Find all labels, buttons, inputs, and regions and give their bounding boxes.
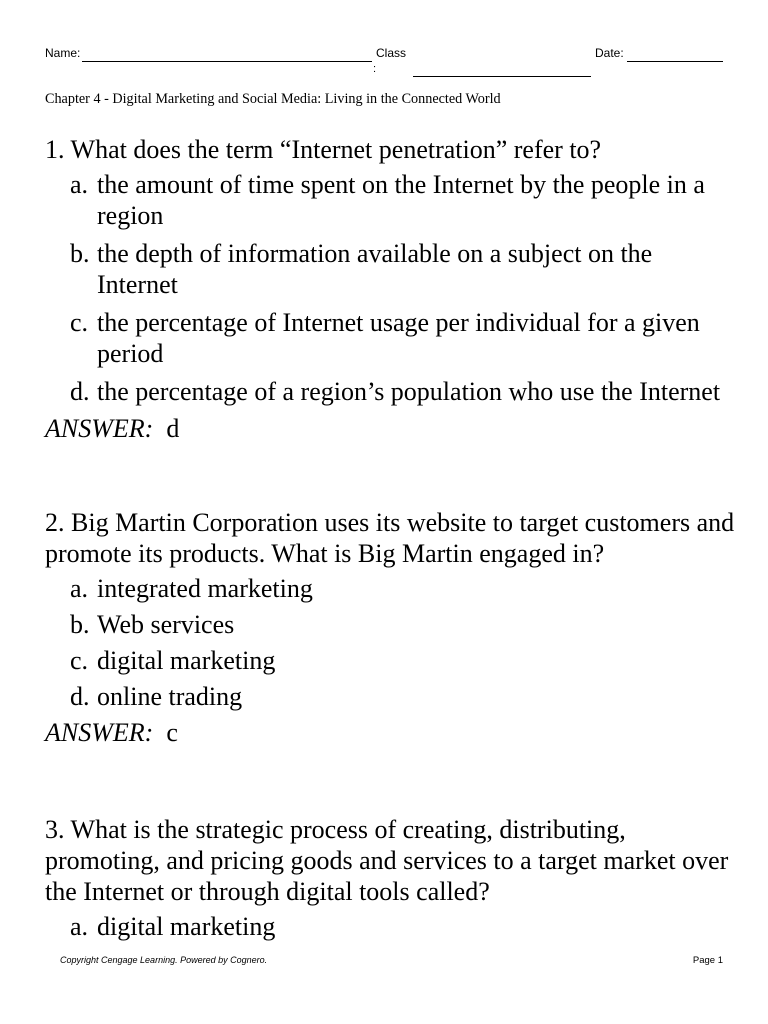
answer-value: d — [166, 414, 180, 443]
name-label: Name: — [45, 46, 81, 60]
option-letter: b. — [70, 239, 90, 268]
footer-page-number: Page 1 — [692, 955, 723, 966]
answer-label: ANSWER: — [45, 718, 154, 747]
option-b — [45, 609, 735, 640]
class-colon: : — [373, 63, 377, 75]
class-blank-line — [413, 76, 591, 77]
question-1 — [45, 134, 735, 444]
question-text: 2. Big Martin Corporation uses its website to target customers and promote its products. What is Big Martin engaged in? — [45, 508, 735, 568]
chapter-title: Chapter 4 - Digital Marketing and Social Media: Living in the Connected World — [45, 91, 501, 107]
option-text: integrated marketing — [97, 574, 313, 603]
option-letter: a. — [70, 574, 89, 603]
question-3 — [45, 814, 735, 942]
answer-line — [45, 413, 735, 444]
option-d — [45, 681, 735, 712]
option-text: the percentage of a region’s population who use the Internet — [97, 377, 721, 406]
option-c — [45, 645, 735, 676]
footer-copyright: Copyright Cengage Learning. Powered by Cognero. — [60, 955, 268, 965]
option-text: the amount of time spent on the Internet by the people in a region — [97, 170, 705, 230]
answer-line — [45, 717, 735, 748]
question-text: 3. What is the strategic process of creating, distributing, promoting, and pricing goods and services to a target market over the Internet or through digital tools called? — [45, 815, 729, 906]
option-text: the percentage of Internet usage per individual for a given period — [97, 308, 700, 368]
option-a — [45, 911, 735, 942]
option-letter: d. — [70, 682, 90, 711]
class-label: Class — [376, 46, 407, 60]
option-letter: c. — [70, 646, 89, 675]
option-d — [45, 376, 735, 407]
option-letter: d. — [70, 377, 90, 406]
option-letter: a. — [70, 170, 89, 199]
option-letter: c. — [70, 308, 89, 337]
answer-value: c — [166, 718, 178, 747]
option-b — [45, 238, 735, 300]
option-text: the depth of information available on a subject on the Internet — [97, 239, 653, 299]
option-letter: b. — [70, 610, 90, 639]
date-label: Date: — [595, 46, 624, 60]
option-text: digital marketing — [97, 646, 276, 675]
answer-label: ANSWER: — [45, 414, 154, 443]
option-text: Web services — [97, 610, 235, 639]
option-text: digital marketing — [97, 912, 276, 941]
name-blank-line — [82, 61, 372, 62]
option-letter: a. — [70, 912, 89, 941]
date-blank-line — [627, 61, 723, 62]
question-text: 1. What does the term “Internet penetration” refer to? — [45, 135, 602, 164]
option-a — [45, 573, 735, 604]
option-text: online trading — [97, 682, 243, 711]
question-2 — [45, 507, 735, 748]
option-a — [45, 169, 735, 231]
option-c — [45, 307, 735, 369]
